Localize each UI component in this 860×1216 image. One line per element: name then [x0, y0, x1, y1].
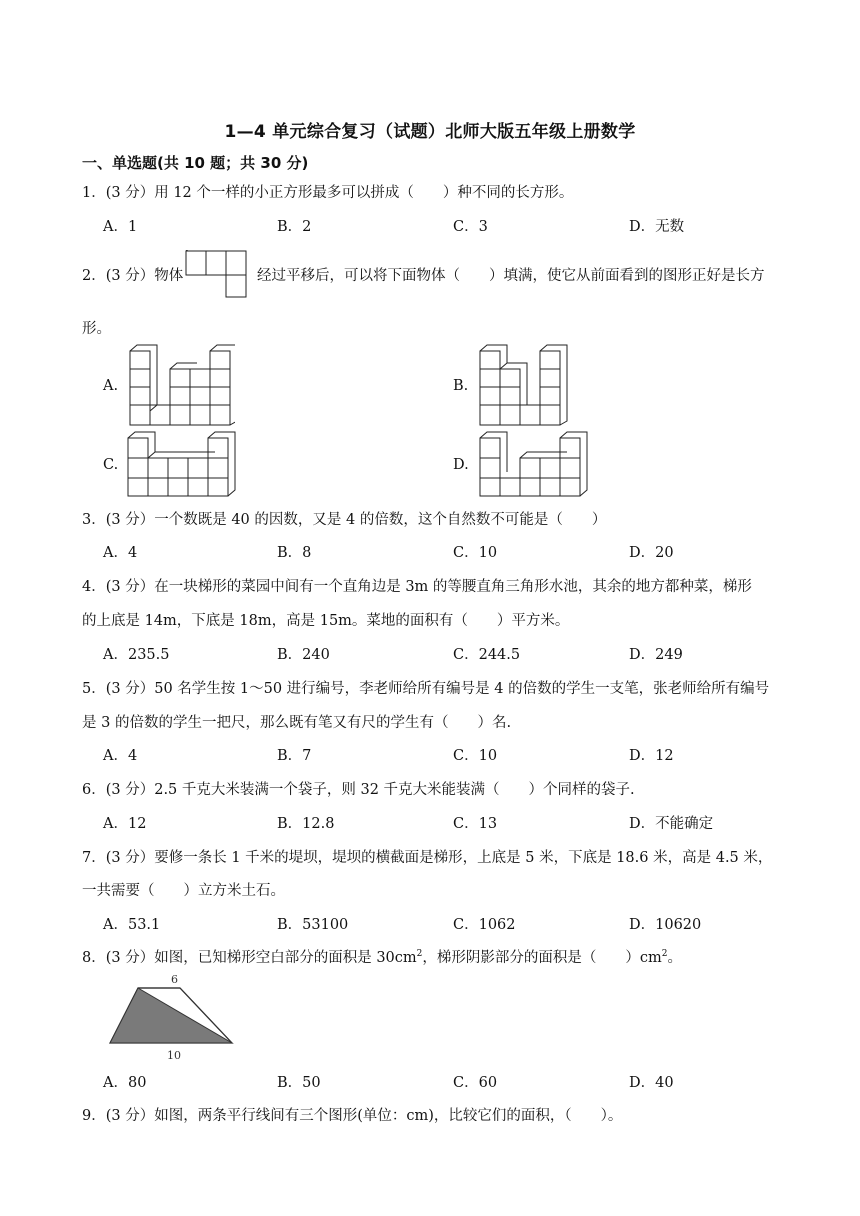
q4-option-c: C．244.5 — [453, 647, 521, 663]
q2-option-d-label: D. — [453, 457, 469, 473]
q7-option-c: C．1062 — [453, 917, 516, 933]
question-4-text-line1: 4．(3 分）在一块梯形的菜园中间有一个直角边是 3m 的等腰直角三角形水池，其余的地方都种菜，梯形 — [82, 579, 752, 595]
question-8-text — [82, 946, 682, 967]
q1-option-c: C．3 — [453, 219, 488, 235]
q8-top-label: 6 — [171, 973, 178, 986]
q2-option-b-label: B. — [453, 378, 469, 394]
q8-option-d: D．40 — [629, 1075, 674, 1091]
q2-option-d-figure — [475, 428, 590, 500]
q4-option-b: B．240 — [277, 647, 330, 663]
section-heading: 一、单选题(共 10 题；共 30 分) — [82, 154, 309, 172]
q8-bottom-label: 10 — [167, 1049, 181, 1062]
q5-option-d: D．12 — [629, 748, 674, 764]
q3-option-d: D．20 — [629, 545, 674, 561]
q8-sup-1: 2 — [416, 949, 423, 960]
q6-option-c: C．13 — [453, 816, 498, 832]
q2-option-a-label: A. — [103, 378, 119, 394]
q2-object-figure — [185, 250, 255, 300]
q1-option-d: D．无数 — [629, 219, 685, 235]
question-2-text-line2: 形。 — [82, 321, 111, 337]
q6-option-b: B．12.8 — [277, 816, 335, 832]
question-7-text-line1: 7．(3 分）要修一条长 1 千米的堤坝，堤坝的横截面是梯形，上底是 5 米，下底是 18.6 米，高是 4.5 米， — [82, 850, 773, 866]
page-title: 1—4 单元综合复习（试题）北师大版五年级上册数学 — [224, 122, 636, 142]
q8-option-c: C．60 — [453, 1075, 498, 1091]
q5-option-b: B．7 — [277, 748, 312, 764]
q2-option-b-figure — [475, 341, 585, 431]
q7-option-a: A．53.1 — [103, 917, 161, 933]
q8-trapezoid-figure — [105, 970, 240, 1065]
q7-option-d: D．10620 — [629, 917, 702, 933]
question-3-text: 3．(3 分）一个数既是 40 的因数，又是 4 的倍数，这个自然数不可能是（ ） — [82, 512, 607, 528]
q8-option-b: B．50 — [277, 1075, 321, 1091]
q8-text-b: ，梯形阴影部分的面积是（ ）cm — [422, 950, 662, 966]
question-1-text: 1．(3 分）用 12 个一样的小正方形最多可以拼成（ ）种不同的长方形。 — [82, 185, 574, 201]
q5-option-c: C．10 — [453, 748, 498, 764]
question-4-text-line2: 的上底是 14m，下底是 18m，高是 15m。菜地的面积有（ ）平方米。 — [82, 613, 570, 629]
question-5-text-line2: 是 3 的倍数的学生一把尺，那么既有笔又有尺的学生有（ ）名. — [82, 715, 512, 731]
q1-option-a: A．1 — [103, 219, 138, 235]
q6-option-a: A．12 — [103, 816, 147, 832]
q3-option-a: A．4 — [103, 545, 138, 561]
q1-option-b: B．2 — [277, 219, 312, 235]
question-2-text-start: 2．(3 分）物体 — [82, 268, 184, 284]
question-9-text: 9．(3 分）如图，两条平行线间有三个图形(单位：cm)，比较它们的面积，（ ）。 — [82, 1108, 623, 1124]
q7-option-b: B．53100 — [277, 917, 349, 933]
q8-text-a: 8．(3 分）如图，已知梯形空白部分的面积是 30cm — [82, 950, 417, 966]
q8-sup-2: 2 — [661, 949, 668, 960]
question-7-text-line2: 一共需要（ ）立方米土石。 — [82, 883, 285, 899]
q2-option-c-figure — [125, 428, 240, 500]
q6-option-d: D．不能确定 — [629, 816, 714, 832]
q2-option-a-figure — [125, 341, 235, 431]
question-2-text-end: 经过平移后，可以将下面物体（ ）填满，使它从前面看到的图形正好是长方 — [257, 268, 765, 284]
question-6-text: 6．(3 分）2.5 千克大米装满一个袋子，则 32 千克大米能装满（ ）个同样的袋子. — [82, 782, 635, 798]
q4-option-a: A．235.5 — [103, 647, 170, 663]
q3-option-b: B．8 — [277, 545, 312, 561]
question-5-text-line1: 5．(3 分）50 名学生按 1～50 进行编号，李老师给所有编号是 4 的倍数的学生一支笔，张老师给所有编号 — [82, 681, 770, 697]
q8-option-a: A．80 — [103, 1075, 147, 1091]
q2-option-c-label: C. — [103, 457, 119, 473]
q8-text-c: 。 — [667, 950, 682, 966]
q3-option-c: C．10 — [453, 545, 498, 561]
q4-option-d: D．249 — [629, 647, 683, 663]
q5-option-a: A．4 — [103, 748, 138, 764]
